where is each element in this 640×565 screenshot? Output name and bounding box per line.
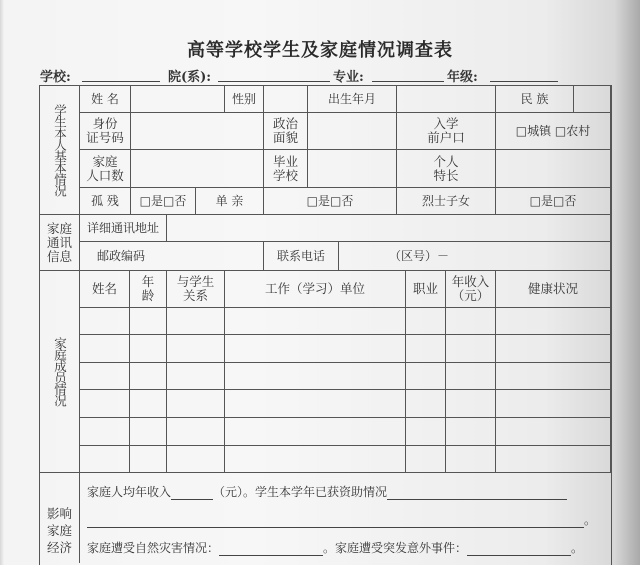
- family-col-header: 工作（学习）单位: [225, 271, 406, 308]
- graduated-school-label: 毕业 学校: [264, 150, 308, 188]
- household-size-label: 家庭 人口数: [80, 150, 131, 188]
- family-member-cell[interactable]: [446, 335, 496, 363]
- student-section-label: 学生本人基本情况: [40, 86, 80, 215]
- family-member-cell[interactable]: [496, 390, 611, 418]
- id-number-label: 身份 证号码: [80, 113, 131, 150]
- ethnicity-label: 民 族: [496, 86, 574, 113]
- family-member-cell[interactable]: [406, 308, 446, 335]
- family-member-cell[interactable]: [225, 446, 406, 473]
- orphan-label: 孤 残: [80, 188, 131, 215]
- postal-label: 邮政编码: [80, 242, 264, 271]
- name-input[interactable]: [131, 86, 225, 113]
- family-section-label: 家庭成员情况: [40, 271, 80, 473]
- political-label: 政治 面貌: [264, 113, 308, 150]
- family-member-cell[interactable]: [406, 363, 446, 390]
- name-label: 姓 名: [80, 86, 131, 113]
- family-member-cell[interactable]: [406, 446, 446, 473]
- family-member-cell[interactable]: [130, 335, 167, 363]
- martyr-child-label: 烈士子女: [397, 188, 496, 215]
- phone-label: 联系电话: [264, 242, 339, 271]
- economic-line-3: 家庭遭受自然灾害情况： 。家庭遭受突发意外事件： 。: [87, 541, 584, 555]
- family-member-cell[interactable]: [496, 446, 611, 473]
- family-member-cell[interactable]: [167, 363, 225, 390]
- address-input[interactable]: [167, 215, 611, 242]
- family-member-cell[interactable]: [130, 446, 167, 473]
- gender-input[interactable]: [264, 86, 308, 113]
- family-member-cell[interactable]: [406, 418, 446, 446]
- family-member-cell[interactable]: [446, 363, 496, 390]
- family-member-cell[interactable]: [80, 446, 130, 473]
- household-size-input[interactable]: [131, 150, 264, 188]
- birth-label: 出生年月: [308, 86, 397, 113]
- family-member-cell[interactable]: [167, 390, 225, 418]
- talent-input[interactable]: [496, 150, 611, 188]
- family-col-header: 健康状况: [496, 271, 611, 308]
- grade-label: 年级:: [447, 70, 478, 85]
- contact-label-lines: 家庭 通讯 信息: [46, 220, 72, 264]
- family-member-cell[interactable]: [80, 308, 130, 335]
- grade-field[interactable]: [490, 81, 558, 82]
- family-member-cell[interactable]: [80, 390, 130, 418]
- major-field[interactable]: [372, 81, 444, 82]
- family-member-cell[interactable]: [130, 418, 167, 446]
- family-member-cell[interactable]: [80, 418, 130, 446]
- family-member-cell[interactable]: [496, 363, 611, 390]
- family-col-header: 年收入 （元）: [446, 271, 496, 308]
- major-label: 专业:: [333, 70, 364, 85]
- family-col-header: 职业: [406, 271, 446, 308]
- economic-section-label: [40, 473, 80, 563]
- family-member-cell[interactable]: [446, 418, 496, 446]
- economic-label-lines: 影响 家庭 经济: [46, 506, 72, 555]
- family-member-cell[interactable]: [225, 308, 406, 335]
- aid-received-continued-field[interactable]: [87, 515, 584, 528]
- family-member-cell[interactable]: [496, 418, 611, 446]
- accident-field[interactable]: [467, 543, 571, 556]
- family-member-cell[interactable]: [130, 308, 167, 335]
- phone-input[interactable]: （区号）－: [339, 242, 611, 271]
- family-member-cell[interactable]: [225, 418, 406, 446]
- family-col-header: 姓名: [80, 271, 130, 308]
- family-member-cell[interactable]: [167, 418, 225, 446]
- economic-line-2: 。: [87, 511, 596, 528]
- per-capita-income-field[interactable]: [171, 487, 213, 500]
- talent-label: 个人 特长: [397, 150, 496, 188]
- single-parent-label: 单 亲: [196, 188, 264, 215]
- ethnicity-input[interactable]: [574, 86, 611, 113]
- economic-line-1: 家庭人均年收入 （元）。学生本学年已获资助情况: [87, 483, 567, 500]
- address-label: 详细通讯地址: [80, 215, 167, 242]
- aid-received-field[interactable]: [387, 487, 567, 500]
- single-parent-yes-no[interactable]: □是□否: [264, 188, 397, 215]
- family-member-cell[interactable]: [446, 308, 496, 335]
- family-member-cell[interactable]: [130, 363, 167, 390]
- department-label: 院(系):: [168, 70, 212, 85]
- contact-section-label: [40, 215, 80, 271]
- page-title: 高等学校学生及家庭情况调查表: [187, 40, 453, 61]
- family-member-cell[interactable]: [446, 446, 496, 473]
- orphan-yes-no[interactable]: □是□否: [131, 188, 196, 215]
- family-member-cell[interactable]: [406, 335, 446, 363]
- family-member-cell[interactable]: [496, 335, 611, 363]
- family-member-cell[interactable]: [446, 390, 496, 418]
- natural-disaster-field[interactable]: [219, 543, 323, 556]
- political-input[interactable]: [308, 113, 397, 150]
- family-member-cell[interactable]: [406, 390, 446, 418]
- hukou-options[interactable]: □城镇 □农村: [496, 113, 611, 150]
- department-field[interactable]: [218, 81, 330, 82]
- postal-input[interactable]: [167, 242, 264, 271]
- gender-label: 性别: [225, 86, 264, 113]
- family-member-cell[interactable]: [167, 308, 225, 335]
- family-member-cell[interactable]: [496, 308, 611, 335]
- id-number-input[interactable]: [131, 113, 264, 150]
- school-field[interactable]: [82, 81, 160, 82]
- family-member-cell[interactable]: [225, 390, 406, 418]
- family-member-cell[interactable]: [225, 335, 406, 363]
- family-member-cell[interactable]: [80, 335, 130, 363]
- family-col-header: 与学生 关系: [167, 271, 225, 308]
- birth-input[interactable]: [397, 86, 496, 113]
- martyr-child-yes-no[interactable]: □是□否: [496, 188, 611, 215]
- graduated-school-input[interactable]: [308, 150, 397, 188]
- family-member-cell[interactable]: [225, 363, 406, 390]
- hukou-label: 入学 前户口: [397, 113, 496, 150]
- family-member-cell[interactable]: [80, 363, 130, 390]
- family-member-cell[interactable]: [130, 390, 167, 418]
- school-label: 学校:: [40, 70, 71, 85]
- family-member-cell[interactable]: [167, 335, 225, 363]
- family-member-cell[interactable]: [167, 446, 225, 473]
- family-col-header: 年 龄: [130, 271, 167, 308]
